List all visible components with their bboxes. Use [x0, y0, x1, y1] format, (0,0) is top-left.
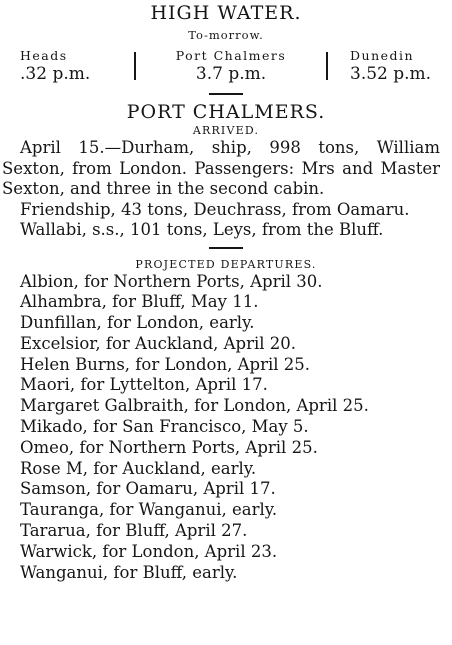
arrival-entry: April 15.—Durham, ship, 998 tons, William Sexton, from London. Passengers: Mrs and Master Sexton, and three in the second cabin. [2, 138, 440, 198]
departure-entry: Alhambra, for Bluff, May 11. [20, 292, 259, 312]
tide-column-dunedin [334, 47, 431, 85]
arrival-entry: Wallabi, s.s., 101 tons, Leys, from the Bluff. [20, 220, 384, 239]
tide-place-dunedin: Dunedin [350, 48, 415, 63]
departure-entry: Albion, for Northern Ports, April 30. [20, 271, 323, 291]
port-chalmers-title: PORT CHALMERS. [126, 101, 326, 123]
departure-entry: Maori, for Lyttelton, April 17. [20, 375, 268, 395]
tide-table [10, 47, 446, 85]
arrived-heading: ARRIVED. [192, 124, 260, 137]
tide-time-dunedin: 3.52 p.m. [350, 64, 432, 84]
arrival-entry: Friendship, 43 tons, Deuchrass, from Oamaru. [20, 199, 410, 219]
high-water-title: HIGH WATER. [150, 2, 302, 24]
newspaper-column [0, 2, 452, 645]
column-divider [326, 52, 328, 80]
departure-entry: Warwick, for London, April 23. [20, 541, 278, 561]
departure-entry: Excelsior, for Auckland, April 20. [20, 333, 297, 353]
departures-list [0, 272, 452, 584]
departure-entry: Samson, for Oamaru, April 17. [20, 479, 276, 499]
section-rule [209, 247, 243, 249]
departures-heading: PROJECTED DEPARTURES. [135, 257, 317, 271]
departure-entry: Dunfillan, for London, early. [20, 313, 255, 333]
section-rule [209, 93, 243, 95]
departure-entry: Mikado, for San Francisco, May 5. [20, 417, 309, 437]
tide-place-port-chalmers: Port Chalmers [175, 48, 287, 63]
tide-time-heads: .32 p.m. [20, 64, 91, 84]
high-water-subtitle: To-morrow. [188, 28, 264, 42]
departure-entry: Tauranga, for Wanganui, early. [20, 500, 278, 520]
arrivals-list [0, 138, 452, 241]
departure-entry: Rose M, for Auckland, early. [20, 458, 257, 478]
tide-place-heads: Heads [20, 48, 68, 63]
departure-entry: Margaret Galbraith, for London, April 25. [20, 396, 369, 416]
departure-entry: Tararua, for Bluff, April 27. [20, 521, 248, 541]
departure-entry: Wanganui, for Bluff, early. [20, 562, 238, 582]
tide-time-port-chalmers: 3.7 p.m. [195, 64, 267, 84]
departure-entry: Helen Burns, for London, April 25. [20, 354, 310, 374]
departure-entry: Omeo, for Northern Ports, April 25. [20, 437, 318, 457]
tide-column-port-chalmers [142, 47, 320, 85]
column-divider [134, 52, 136, 80]
tide-column-heads [10, 47, 128, 85]
